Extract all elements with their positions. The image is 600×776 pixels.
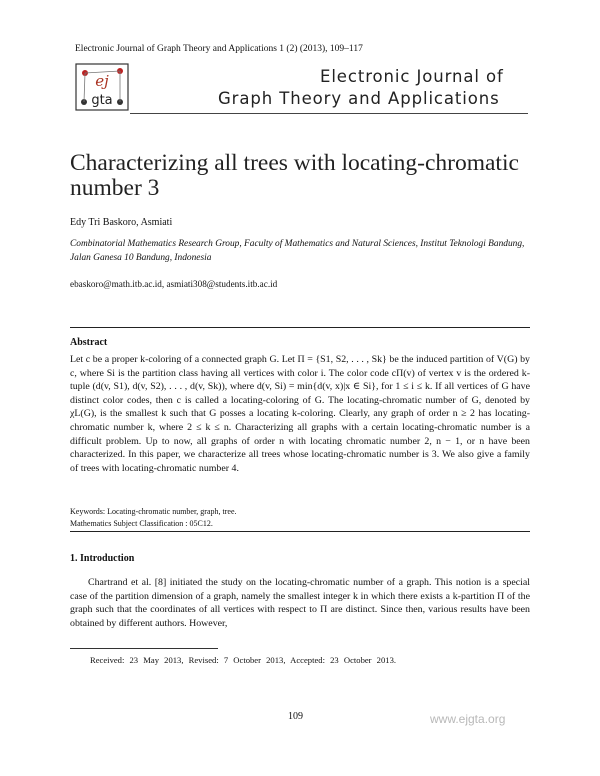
footnote-dates: Received: 23 May 2013, Revised: 7 October 2013, Accepted: 23 October 2013. bbox=[90, 655, 397, 665]
authors: Edy Tri Baskoro, Asmiati bbox=[70, 217, 173, 228]
page-number: 109 bbox=[288, 711, 303, 722]
affiliation: Combinatorial Mathematics Research Group, Faculty of Mathematics and Natural Sciences, Institut Teknologi Bandung, Jalan Ganesa 10 Bandung, Indonesia bbox=[70, 239, 525, 263]
logo-graphic bbox=[74, 62, 130, 112]
section-heading-introduction: 1. Introduction bbox=[70, 553, 135, 564]
abstract-text: Let c be a proper k-coloring of a connected graph G. Let Π = {S1, S2, . . . , Sk} be the induced partition of V(G) by c, where Si is the partition class having all vertices with color i. The color code cΠ(v) of vertex v is the ordered k-tuple (d(v, S1), d(v, S2), . . . , d(v, Sk)), where d(v, Si) = min{d(v, x)|x ∈ Si}, for 1 ≤ i ≤ k. If all vertices of G have distinct color codes, then c is called a locating-coloring of G. The locating-chromatic number of G, denoted by χL(G), is the smallest k such that G posses a locating k-coloring. Clearly, any graph of order n ≥ 2 has locating-chromatic number k, where 2 ≤ k ≤ n. Characterizing all graphs with a certain locating-chromatic number is a difficult problem. Up to now, all graphs of order n with locating chromatic number 2, n − 1, or n have been characterized. In this paper, we characterize all trees whose locating-chromatic number is 3. We also give a family of trees with locating-chromatic number 4. bbox=[70, 354, 530, 474]
logo-text-top: ej bbox=[95, 72, 109, 90]
footnote-rule bbox=[70, 648, 218, 649]
website-watermark: www.ejgta.org bbox=[430, 712, 506, 726]
header-rule bbox=[130, 113, 528, 114]
paper-title: Characterizing all trees with locating-chromatic number 3 bbox=[70, 150, 519, 201]
journal-logo bbox=[74, 62, 130, 112]
author-emails: ebaskoro@math.itb.ac.id, asmiati308@students.itb.ac.id bbox=[70, 279, 278, 289]
abstract-heading: Abstract bbox=[70, 337, 108, 348]
abstract-top-rule bbox=[70, 327, 530, 328]
journal-name-line1: Electronic Journal of bbox=[320, 67, 504, 86]
abstract-bottom-rule bbox=[70, 531, 530, 532]
running-head: Electronic Journal of Graph Theory and Applications 1 (2) (2013), 109–117 bbox=[75, 44, 363, 54]
journal-name-line2: Graph Theory and Applications bbox=[218, 89, 500, 108]
subject-classification: Mathematics Subject Classification : 05C12. bbox=[70, 519, 213, 528]
journal-name bbox=[218, 66, 528, 110]
introduction-text: Chartrand et al. [8] initiated the study on the locating-chromatic number of a graph. This notion is a special case of the partition dimension of a graph, namely the smallest integer k in which there exists a k-partition Π of the graph such that the coordinates of all vertices with respect to Π are distinct. Since then, various results have been obtained by different authors. However, bbox=[70, 577, 530, 629]
logo-text-bottom: gta bbox=[91, 93, 113, 108]
keywords: Keywords: Locating-chromatic number, graph, tree. bbox=[70, 507, 237, 516]
